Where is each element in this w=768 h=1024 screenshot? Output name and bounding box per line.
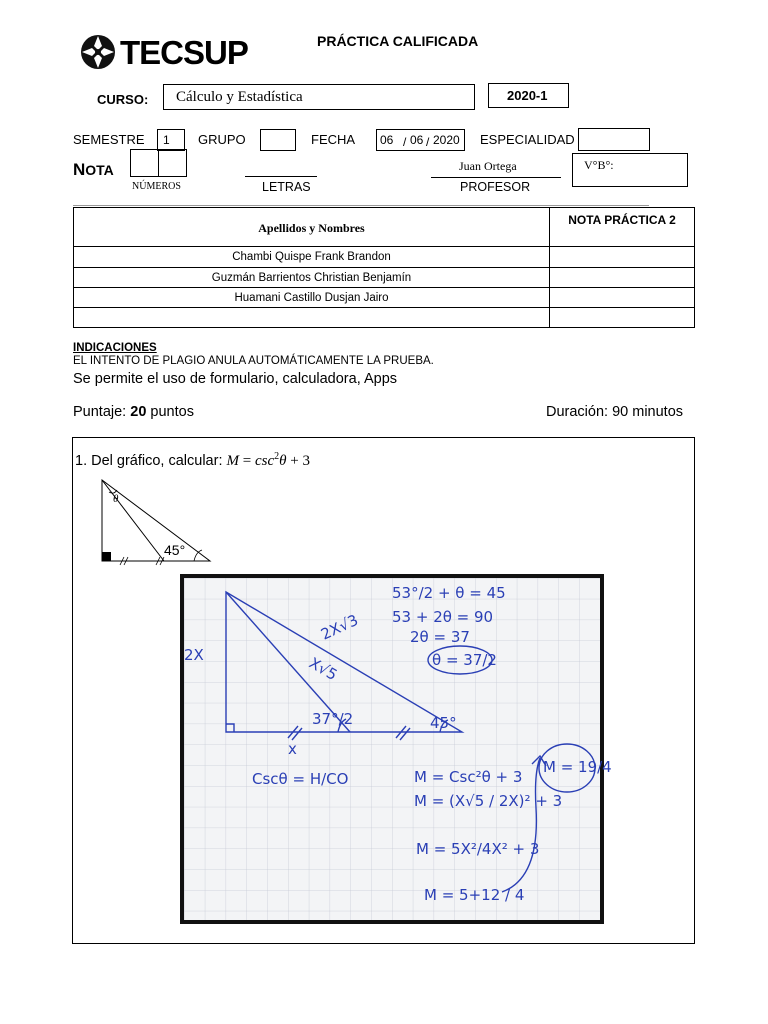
profesor-name: Juan Ortega <box>459 159 517 173</box>
score <box>73 404 194 420</box>
formula-m: M <box>226 453 240 469</box>
formula-exp: 2 <box>274 451 280 462</box>
hw-m4: M = 5+12 / 4 <box>424 886 525 904</box>
separator-line <box>73 205 649 206</box>
student-grade <box>550 308 695 328</box>
score-unit: puntos <box>146 404 194 420</box>
especialidad-label: ESPECIALIDAD <box>480 132 575 147</box>
instructions-line-2: Se permite el uso de formulario, calculadora, Apps <box>73 371 398 387</box>
period-field <box>488 83 569 108</box>
profesor-line <box>431 177 561 178</box>
student-name: Guzmán Barrientos Christian Benjamín <box>74 268 550 288</box>
nota-number-box-2 <box>158 149 187 177</box>
table-header-row <box>74 208 695 247</box>
student-grade <box>550 268 695 288</box>
letras-line <box>245 176 317 177</box>
table-row <box>74 268 695 288</box>
instructions-heading: INDICACIONES <box>73 342 157 354</box>
students-table <box>73 207 695 328</box>
hw-side-hyp: 2X√3 <box>318 610 361 644</box>
nota-label-big: N <box>73 160 86 179</box>
hw-angle-small: 37°/2 <box>312 710 354 728</box>
logo-text: TECSUP <box>120 34 248 71</box>
hw-eq2: 53 + 2θ = 90 <box>392 608 494 626</box>
tecsup-logo <box>78 32 248 74</box>
question-box <box>72 437 695 944</box>
numeros-label: NÚMEROS <box>132 181 181 192</box>
fecha-sep-2: / <box>426 135 430 149</box>
hw-eq3: 2θ = 37 <box>410 628 470 646</box>
duration: Duración: 90 minutos <box>546 404 684 420</box>
table-row <box>74 247 695 268</box>
score-value: 20 <box>130 404 147 420</box>
hw-csc-def: Cscθ = H/CO <box>252 770 349 788</box>
period-value: 2020-1 <box>507 88 548 103</box>
hw-x-label: x <box>288 740 297 758</box>
student-name: Huamani Castillo Dusjan Jairo <box>74 288 550 308</box>
hw-angle-45: 45° <box>430 714 457 732</box>
hw-side-mid: X√5 <box>306 653 341 685</box>
formula-csc: csc <box>254 453 275 469</box>
hw-m3: M = 5X²/4X² + 3 <box>416 840 540 858</box>
hw-eq4: θ = 37/2 <box>432 651 497 669</box>
figure-right-angle-mark <box>102 552 111 561</box>
fecha-day: 06 <box>380 133 394 147</box>
nota-label <box>73 160 114 180</box>
fecha-label: FECHA <box>311 132 356 147</box>
grupo-label: GRUPO <box>198 132 246 147</box>
especialidad-field <box>578 128 650 151</box>
course-value: Cálculo y Estadística <box>176 89 303 105</box>
formula-tail: + 3 <box>286 453 310 469</box>
formula-theta: θ <box>279 453 287 469</box>
profesor-label: PROFESOR <box>460 180 531 194</box>
tecsup-logo-icon <box>78 32 118 72</box>
semestre-label: SEMESTRE <box>73 132 145 147</box>
hw-m1: M = Csc²θ + 3 <box>414 768 523 786</box>
nota-label-rest: OTA <box>85 162 114 178</box>
score-label: Puntaje: <box>73 404 131 420</box>
figure-45-label: 45° <box>164 542 186 558</box>
col-header-names: Apellidos y Nombres <box>74 208 550 247</box>
vb-label: V°B°: <box>584 158 614 172</box>
vb-box <box>572 153 688 187</box>
hw-eq1: 53°/2 + θ = 45 <box>392 584 506 602</box>
letras-label: LETRAS <box>262 180 311 194</box>
hw-m2: M = (X√5 / 2X)² + 3 <box>414 792 563 810</box>
fecha-sep-1: / <box>403 135 407 149</box>
formula-eq: = <box>239 453 255 469</box>
page-title: PRÁCTICA CALIFICADA <box>317 33 479 49</box>
student-name: Chambi Quispe Frank Brandon <box>74 247 550 268</box>
figure-cevian <box>102 480 164 561</box>
handwritten-solution-photo <box>180 574 612 924</box>
course-field <box>163 84 475 110</box>
formula <box>227 453 310 469</box>
table-row <box>74 288 695 308</box>
handwritten-solution <box>184 578 612 920</box>
semestre-value: 1 <box>163 133 170 147</box>
hw-side-left: 2X <box>184 646 204 664</box>
semestre-field <box>157 129 185 151</box>
question-figure <box>98 477 238 567</box>
question-prompt: 1. Del gráfico, calcular: <box>75 453 227 469</box>
figure-theta-label: θ <box>113 493 119 505</box>
fecha-year: 2020 <box>433 133 460 147</box>
student-grade <box>550 247 695 268</box>
fecha-field <box>376 129 465 151</box>
course-label: CURSO: <box>97 92 149 107</box>
fecha-month: 06 <box>410 133 424 147</box>
question-text <box>75 451 310 470</box>
student-name <box>74 308 550 328</box>
grupo-field <box>260 129 296 151</box>
instructions-line-1: EL INTENTO DE PLAGIO ANULA AUTOMÁTICAMENTE LA PRUEBA. <box>73 355 434 367</box>
table-row <box>74 308 695 328</box>
hw-answer: M = 19/4 <box>543 758 612 776</box>
student-grade <box>550 288 695 308</box>
col-header-grade: NOTA PRÁCTICA 2 <box>550 208 695 247</box>
nota-number-box-1 <box>130 149 159 177</box>
